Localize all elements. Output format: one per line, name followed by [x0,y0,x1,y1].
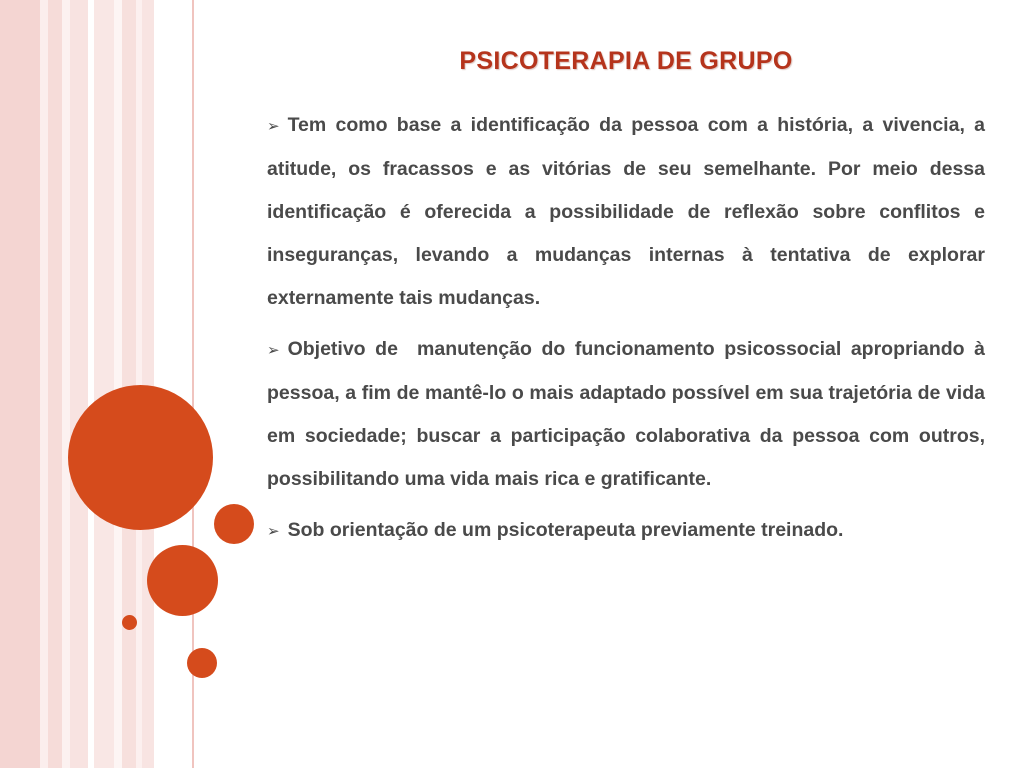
decor-stripe [114,0,122,768]
decor-stripe [142,0,154,768]
bullet-item [267,509,985,553]
bullet-item [267,104,985,320]
decor-stripe [40,0,48,768]
arrow-right-icon: ➢ [267,523,280,540]
decor-circle-medium [147,545,218,616]
decor-stripe [122,0,136,768]
decor-stripe [48,0,62,768]
slide-body [267,104,991,561]
decor-stripe [0,0,40,768]
decor-stripe [70,0,88,768]
arrow-right-icon: ➢ [267,342,280,359]
decor-circle-small [214,504,254,544]
bullet-item [267,328,991,501]
decor-stripe [94,0,114,768]
decor-circle-small [187,648,217,678]
arrow-right-icon: ➢ [267,118,280,135]
bullet-text: Tem como base a identificação da pessoa com a história, a vivencia, a atitude, os fracassos e as vitórias de seu semelhante. Por meio dessa identificação é oferecida a possibilidade de reflexão sobre conflitos e inseguranças, levando a mudanças internas à tentativa de explorar externamente tais mudanças. [267,114,985,309]
bullet-text: Sob orientação de um psicoterapeuta previamente treinado. [287,519,844,541]
decor-circle-large [68,385,213,530]
slide-title: PSICOTERAPIA DE GRUPO [459,47,793,75]
bullet-text: Objetivo de manutenção do funcionamento psicossocial apropriando à pessoa, a fim de mantê-lo o mais adaptado possível em sua trajetória de vida em sociedade; buscar a participação colaborativa da pessoa com outros, possibilitando uma vida mais rica e gratificante. [267,338,991,490]
decor-stripe [62,0,70,768]
decor-circle-tiny [122,615,137,630]
